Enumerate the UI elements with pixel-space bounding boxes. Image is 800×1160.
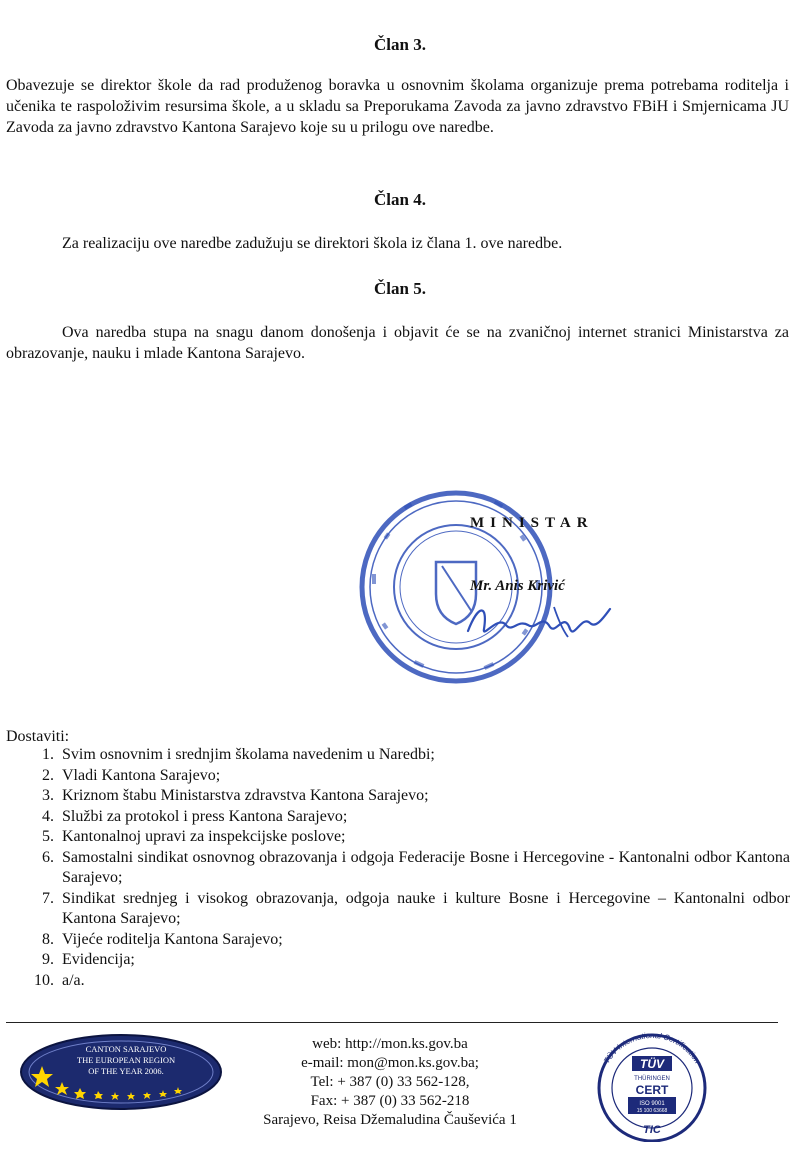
article-4-text: Za realizaciju ove naredbe zadužuju se direktori škola iz člana 1. ove naredbe. [62,235,563,252]
list-item: 2. Vladi Kantona Sarajevo; [58,766,790,787]
list-item: 4. Službi za protokol i press Kantona Sarajevo; [58,807,790,828]
footer-address: Sarajevo, Reisa Džemaludina Čauševića 1 [263,1112,517,1128]
tuv-brand: TÜV [640,1057,664,1071]
tuv-sub: THÜRINGEN [634,1076,670,1082]
article-5-text: Ova naredba stupa na snagu danom donošenja i objavit će se na zvaničnoj internet stranici Ministarstva za obrazovanje, nauku i mlade Kantona Sarajevo. [6,324,789,362]
article-5-heading: Član 5. [374,279,426,298]
list-item: 9. Evidencija; [58,950,790,971]
list-item: 3. Kriznom štabu Ministarstva zdravstva Kantona Sarajevo; [58,786,790,807]
footer-divider [6,1022,778,1023]
badge-line-2: THE EUROPEAN REGION [76,1055,176,1065]
list-item: 10. a/a. [58,971,790,992]
list-item: 8. Vijeće roditelja Kantona Sarajevo; [58,930,790,951]
list-item: 5. Kantonalnoj upravi za inspekcijske poslove; [58,827,790,848]
handwritten-signature-icon [458,595,618,645]
article-4-heading: Član 4. [374,190,426,209]
tuv-tic: TIC [643,1124,661,1136]
footer-email: e-mail: mon@mon.ks.gov.ba; [301,1055,479,1071]
footer-web: web: http://mon.ks.gov.ba [312,1036,468,1052]
minister-name: Mr. Anis Krivić [470,578,565,594]
tuv-ring-text: TÜV International Certification [602,1031,702,1066]
article-3-text: Obavezuje se direktor škole da rad produženog boravka u osnovnim školama organizuje prema potrebama roditelja i učenika te raspoloživim resursima škole, a u skladu sa Preporukama Zavoda za javno zdravstvo FBiH i Smjernicama JU Zavoda za javno zdravstvo Kantona Sarajevo koje su u prilogu ove naredbe. [6,77,789,136]
article-3-heading: Član 3. [374,35,426,54]
tuv-cert: CERT [635,1083,669,1097]
delivery-label: Dostaviti: [6,728,70,745]
tuv-certification-seal-icon [582,1030,722,1142]
list-item: 1. Svim osnovnim i srednjim školama navedenim u Naredbi; [58,745,790,766]
badge-line-1: CANTON SARAJEVO [85,1044,167,1054]
list-item: 6. Samostalni sindikat osnovnog obrazovanja i odgoja Federacije Bosne i Hercegovine - Kantonalni odbor Kantona Sarajevo; [58,848,790,889]
badge-line-3: OF THE YEAR 2006. [88,1066,164,1076]
minister-title: MINISTAR [470,515,594,531]
european-region-badge-icon [18,1032,224,1112]
footer-fax: Fax: + 387 (0) 33 562-218 [310,1093,470,1109]
tuv-reg: 15 100 63668 [636,1108,668,1114]
list-item: 7. Sindikat srednjeg i visokog obrazovanja, odgoja nauke i kulture Bosne i Hercegovine – Kantonalni odbor Kantona Sarajevo; [58,889,790,930]
delivery-list [0,745,790,991]
footer-tel: Tel: + 387 (0) 33 562-128, [310,1074,470,1090]
tuv-iso: ISO 9001 [639,1101,665,1107]
footer-contact-block [240,1035,540,1130]
